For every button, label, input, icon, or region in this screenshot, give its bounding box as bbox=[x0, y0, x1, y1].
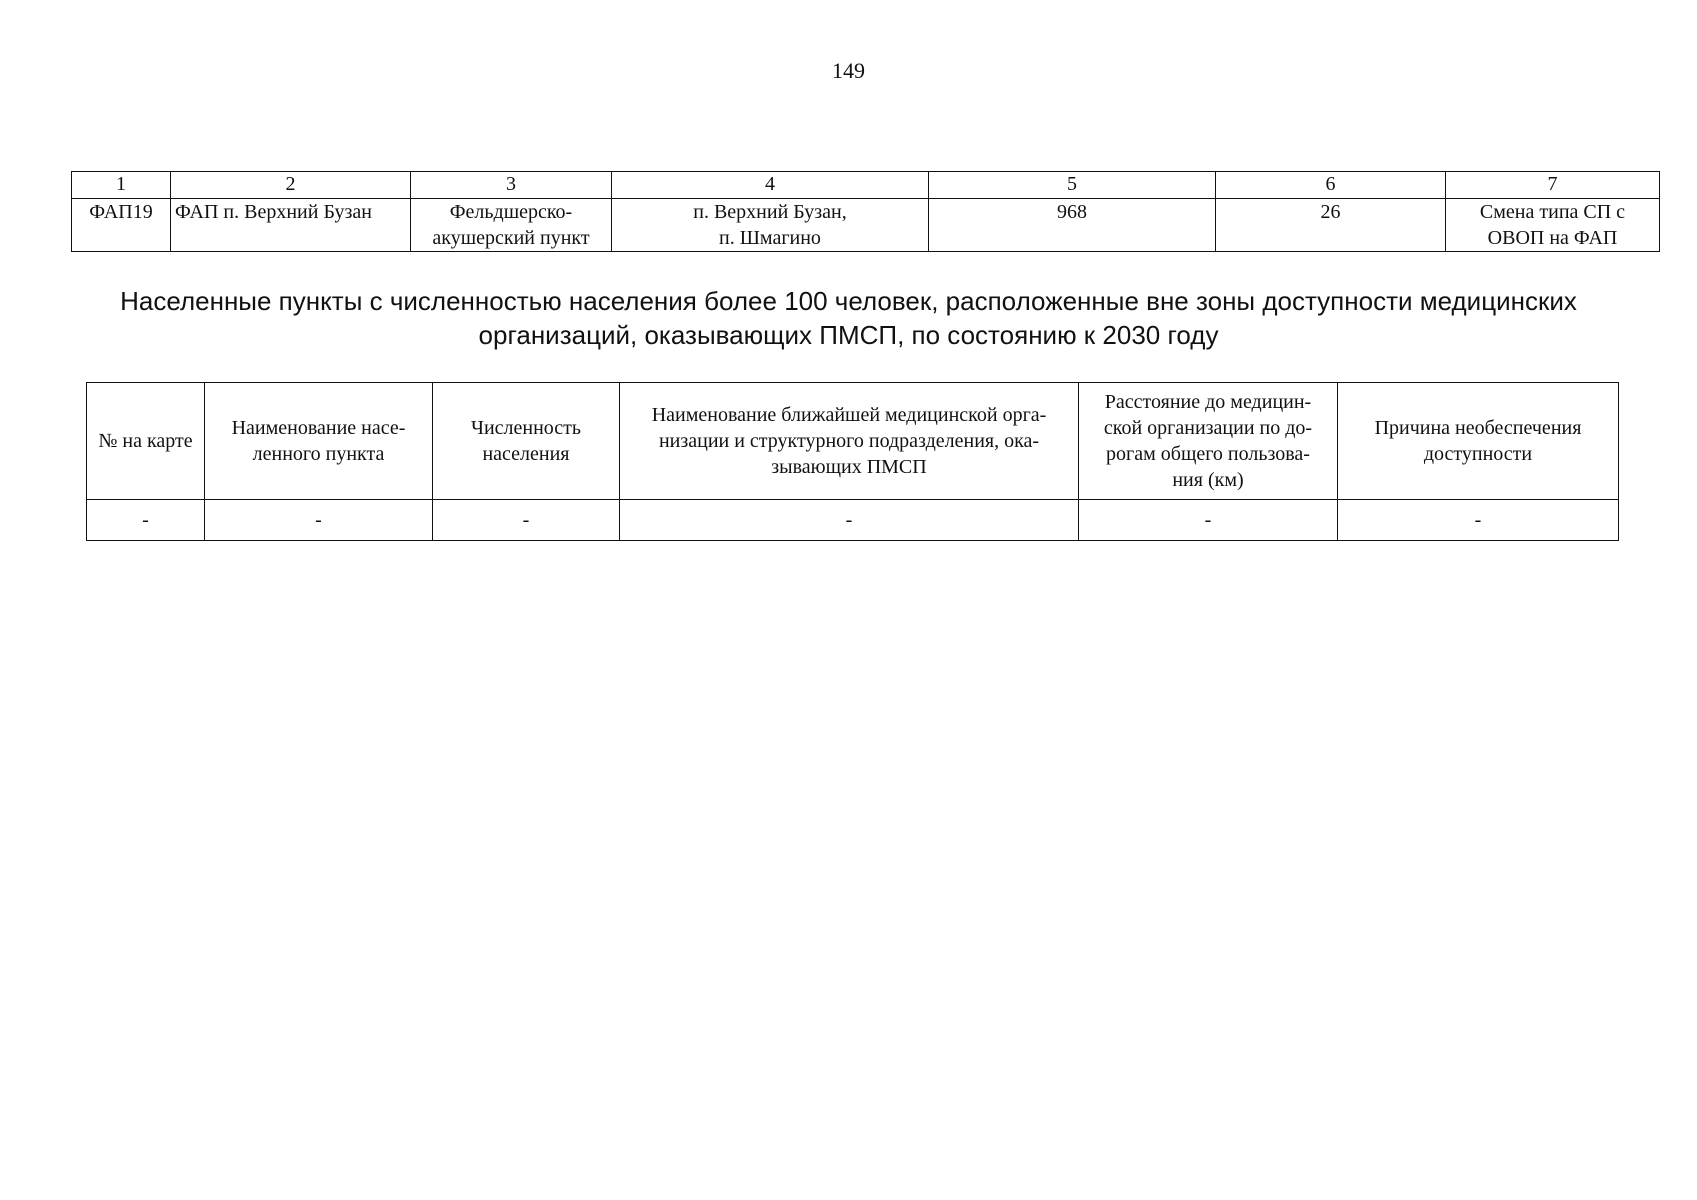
table-header-row bbox=[87, 383, 1619, 500]
header-line: доступности bbox=[1423, 443, 1533, 465]
section-heading-line: организаций, оказывающих ПМСП, по состоянию к 2030 году bbox=[478, 320, 1219, 350]
header-distance bbox=[1079, 383, 1338, 500]
served-localities bbox=[612, 199, 929, 252]
table-cell: - bbox=[620, 500, 1079, 541]
column-number: 2 bbox=[171, 172, 411, 199]
header-line: Наименование ближайшей медицинской орга- bbox=[651, 404, 1047, 426]
column-6-value: 26 bbox=[1216, 199, 1446, 252]
table-cell: - bbox=[1338, 500, 1619, 541]
served-localities-line: п. Шмагино bbox=[719, 227, 821, 249]
page-number: 149 bbox=[832, 58, 865, 83]
header-nearest-organization bbox=[620, 383, 1079, 500]
header-line: Наименование насе- bbox=[231, 417, 406, 439]
column-number: 7 bbox=[1446, 172, 1660, 199]
table-cell: - bbox=[433, 500, 620, 541]
inaccessible-localities-table bbox=[86, 382, 1619, 541]
header-line: ния (км) bbox=[1172, 469, 1244, 491]
population-value: 968 bbox=[929, 199, 1216, 252]
table-cell: - bbox=[1079, 500, 1338, 541]
header-line: Численность bbox=[470, 417, 582, 439]
table-cell: - bbox=[87, 500, 205, 541]
header-line: населения bbox=[482, 443, 570, 465]
header-line: ленного пункта bbox=[252, 443, 385, 465]
header-line: Расстояние до медицин- bbox=[1104, 391, 1312, 413]
served-localities-line: п. Верхний Бузан, bbox=[693, 201, 847, 223]
facility-type bbox=[411, 199, 612, 252]
table-row bbox=[87, 500, 1619, 541]
column-number: 3 bbox=[411, 172, 612, 199]
header-line: Причина необеспечения bbox=[1374, 417, 1582, 439]
header-line: низации и структурного подразделения, ока- bbox=[658, 430, 1040, 452]
facility-code: ФАП19 bbox=[72, 199, 171, 252]
header-population bbox=[433, 383, 620, 500]
header-line: зывающих ПМСП bbox=[771, 456, 927, 478]
header-line: рогам общего пользова- bbox=[1106, 443, 1310, 465]
column-number: 5 bbox=[929, 172, 1216, 199]
column-number: 6 bbox=[1216, 172, 1446, 199]
facility-note-line: Смена типа СП с bbox=[1479, 201, 1626, 223]
facility-table bbox=[71, 171, 1660, 252]
header-reason bbox=[1338, 383, 1619, 500]
column-number-row bbox=[72, 172, 1660, 199]
table-row bbox=[72, 199, 1660, 252]
section-heading bbox=[60, 284, 1637, 352]
header-line: ской организации по до- bbox=[1103, 417, 1313, 439]
column-number: 4 bbox=[612, 172, 929, 199]
facility-type-line: Фельдшерско- bbox=[449, 201, 573, 223]
header-map-number: № на карте bbox=[87, 383, 205, 500]
facility-note-line: ОВОП на ФАП bbox=[1487, 227, 1618, 249]
column-number: 1 bbox=[72, 172, 171, 199]
section-heading-line: Населенные пункты с численностью населения более 100 человек, расположенные вне зоны доступности медицинских bbox=[120, 286, 1577, 316]
header-locality-name bbox=[205, 383, 433, 500]
table-cell: - bbox=[205, 500, 433, 541]
facility-type-line: акушерский пункт bbox=[432, 227, 590, 249]
facility-note bbox=[1446, 199, 1660, 252]
facility-name: ФАП п. Верхний Бузан bbox=[171, 199, 411, 252]
